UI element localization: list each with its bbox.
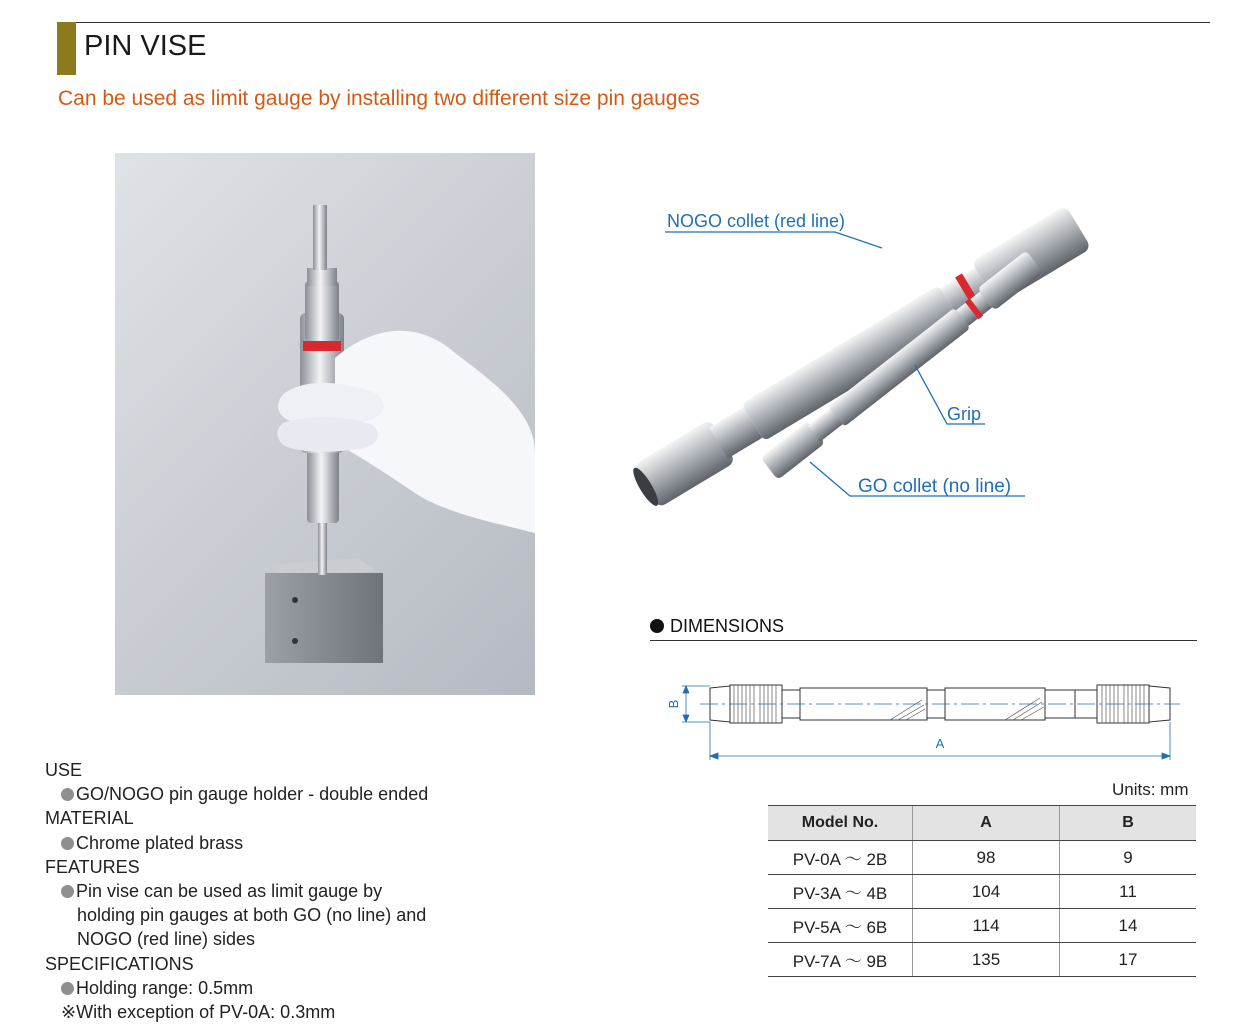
- bullet-icon: [61, 885, 74, 898]
- column-header-model: Model No.: [768, 806, 913, 841]
- column-header-b: B: [1060, 806, 1197, 841]
- small-pin-vise: [761, 250, 1044, 480]
- bullet-icon: [61, 982, 74, 995]
- page-title: PIN VISE: [84, 30, 207, 62]
- column-header-a: A: [913, 806, 1060, 841]
- dimensions-rule: [650, 640, 1197, 641]
- specifications-note: ※With exception of PV-0A: 0.3mm: [61, 1002, 336, 1023]
- units-label: Units: mm: [1112, 780, 1189, 799]
- specifications-item-text: Holding range: 0.5mm: [76, 977, 254, 998]
- specifications-heading: SPECIFICATIONS: [45, 953, 194, 974]
- features-line-1: Pin vise can be used as limit gauge by: [76, 881, 383, 902]
- cell-model: PV-0A ～ 2B: [768, 841, 913, 875]
- details-section: [45, 758, 428, 1024]
- callout-grip: Grip: [947, 404, 982, 424]
- cell-model: PV-5A ～ 6B: [768, 909, 913, 943]
- features-item: [45, 879, 428, 903]
- bullet-icon: [61, 837, 74, 850]
- table-row: [768, 841, 1196, 875]
- material-heading: MATERIAL: [45, 808, 134, 829]
- dimensions-heading-label: DIMENSIONS: [670, 616, 785, 636]
- cell-a: 135: [913, 943, 1060, 977]
- material-item: [45, 831, 428, 855]
- large-pin-vise: [628, 205, 1092, 511]
- product-illustration: [560, 180, 1200, 520]
- cell-a: 98: [913, 841, 1060, 875]
- dimensions-heading: [650, 616, 784, 637]
- cell-b: 11: [1060, 875, 1197, 909]
- title-accent-bar: [57, 22, 76, 75]
- table-row: [768, 943, 1196, 977]
- cell-model: PV-7A ～ 9B: [768, 943, 913, 977]
- cell-b: 9: [1060, 841, 1197, 875]
- dimension-drawing: [660, 668, 1190, 768]
- dimension-label-b: B: [666, 699, 681, 709]
- top-rule: [60, 22, 1210, 23]
- features-line-2: holding pin gauges at both GO (no line) and: [77, 905, 427, 926]
- cell-b: 14: [1060, 909, 1197, 943]
- page-subtitle: Can be used as limit gauge by installing two different size pin gauges: [58, 87, 700, 110]
- callout-nogo-collet: NOGO collet (red line): [667, 211, 846, 231]
- features-line-3: NOGO (red line) sides: [77, 929, 256, 950]
- table-row: [768, 909, 1196, 943]
- bullet-icon: [61, 788, 74, 801]
- cell-a: 104: [913, 875, 1060, 909]
- table-header-row: [768, 806, 1196, 841]
- dimensions-bullet-icon: [650, 619, 664, 633]
- usage-photo: [115, 153, 535, 695]
- use-item: [45, 782, 428, 806]
- material-item-text: Chrome plated brass: [76, 832, 244, 853]
- cell-a: 114: [913, 909, 1060, 943]
- use-heading: USE: [45, 760, 83, 780]
- features-heading: FEATURES: [45, 856, 140, 877]
- use-item-text: GO/NOGO pin gauge holder - double ended: [76, 784, 429, 805]
- usage-photo-illustration: [115, 153, 535, 695]
- table-row: [768, 875, 1196, 909]
- callout-go-collet: GO collet (no line): [858, 476, 1012, 497]
- cell-model: PV-3A ～ 4B: [768, 875, 913, 909]
- dimension-label-a: A: [935, 736, 945, 751]
- dimensions-table: [768, 805, 1196, 977]
- cell-b: 17: [1060, 943, 1197, 977]
- specifications-item: [45, 976, 428, 1000]
